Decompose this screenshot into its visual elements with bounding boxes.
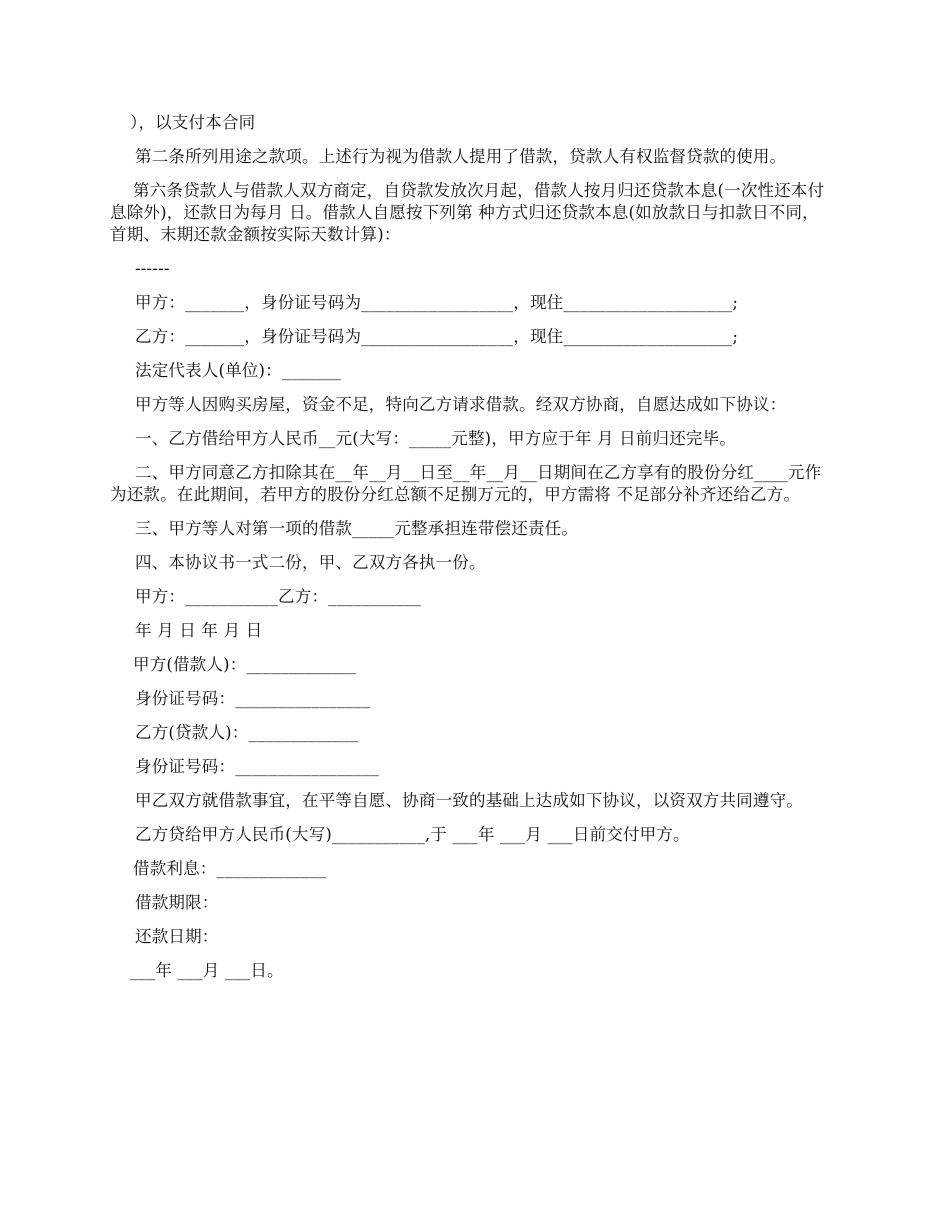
clause-4: 四、本协议书一式二份，甲、乙双方各执一份。 bbox=[135, 553, 486, 572]
date-blank-line: ___年 ___月 ___日。 bbox=[130, 961, 284, 980]
clause-3: 三、甲方等人对第一项的借款_____元整承担连带偿还责任。 bbox=[135, 519, 579, 538]
legal-representative: 法定代表人(单位)：_______ bbox=[135, 361, 342, 380]
signature-parties: 甲方：___________乙方：___________ bbox=[135, 587, 422, 606]
paragraph-continuation: ），以支付本合同 bbox=[130, 113, 256, 132]
lender-field: 乙方(贷款人)：_____________ bbox=[135, 723, 359, 742]
signature-dates: 年 月 日 年 月 日 bbox=[135, 621, 263, 640]
loan-amount-clause: 乙方贷给甲方人民币(大写)___________,于 ___年 ___月 ___日前交付甲方。 bbox=[135, 825, 690, 844]
paragraph-article-2: 第二条所列用途之款项。上述行为视为借款人提用了借款，贷款人有权监督贷款的使用。 bbox=[135, 147, 787, 166]
repayment-date-field: 还款日期： bbox=[135, 927, 219, 946]
borrower-field: 甲方(借款人)：_____________ bbox=[133, 655, 357, 674]
party-a-info: 甲方：_______，身份证号码为__________________，现住____________________; bbox=[135, 293, 739, 312]
borrower-id-field: 身份证号码：________________ bbox=[135, 689, 371, 708]
clause-2: 二、甲方同意乙方扣除其在__年__月__日至__年__月__日期间在乙方享有的股份分红____元作为还款。在此期间，若甲方的股份分红总额不足捌万元的，甲方需将 不足部分补齐还给乙方。 bbox=[110, 463, 822, 504]
paragraph-agreement: 甲乙双方就借款事宜，在平等自愿、协商一致的基础上达成如下协议，以资双方共同遵守。 bbox=[135, 791, 803, 810]
loan-term-field: 借款期限： bbox=[135, 893, 219, 912]
clause-1: 一、乙方借给甲方人民币__元(大写：_____元整)，甲方应于年 月 日前归还完毕。 bbox=[135, 429, 737, 448]
party-b-info: 乙方：_______，身份证号码为__________________，现住____________________; bbox=[135, 327, 739, 346]
separator-line: ------ bbox=[135, 259, 170, 278]
loan-interest-field: 借款利息：_____________ bbox=[133, 859, 327, 878]
lender-id-field: 身份证号码：_________________ bbox=[135, 757, 379, 776]
paragraph-purpose: 甲方等人因购买房屋，资金不足，特向乙方请求借款。经双方协商，自愿达成如下协议： bbox=[135, 395, 787, 414]
paragraph-article-6: 第六条贷款人与借款人双方商定，自贷款发放次月起，借款人按月归还贷款本息(一次性还本付息除外)，还款日为每月 日。借款人自愿按下列第 种方式归还贷款本息(如放款日与扣款日不同，首期、末期还款金额按实际天数计算)： bbox=[110, 181, 825, 244]
